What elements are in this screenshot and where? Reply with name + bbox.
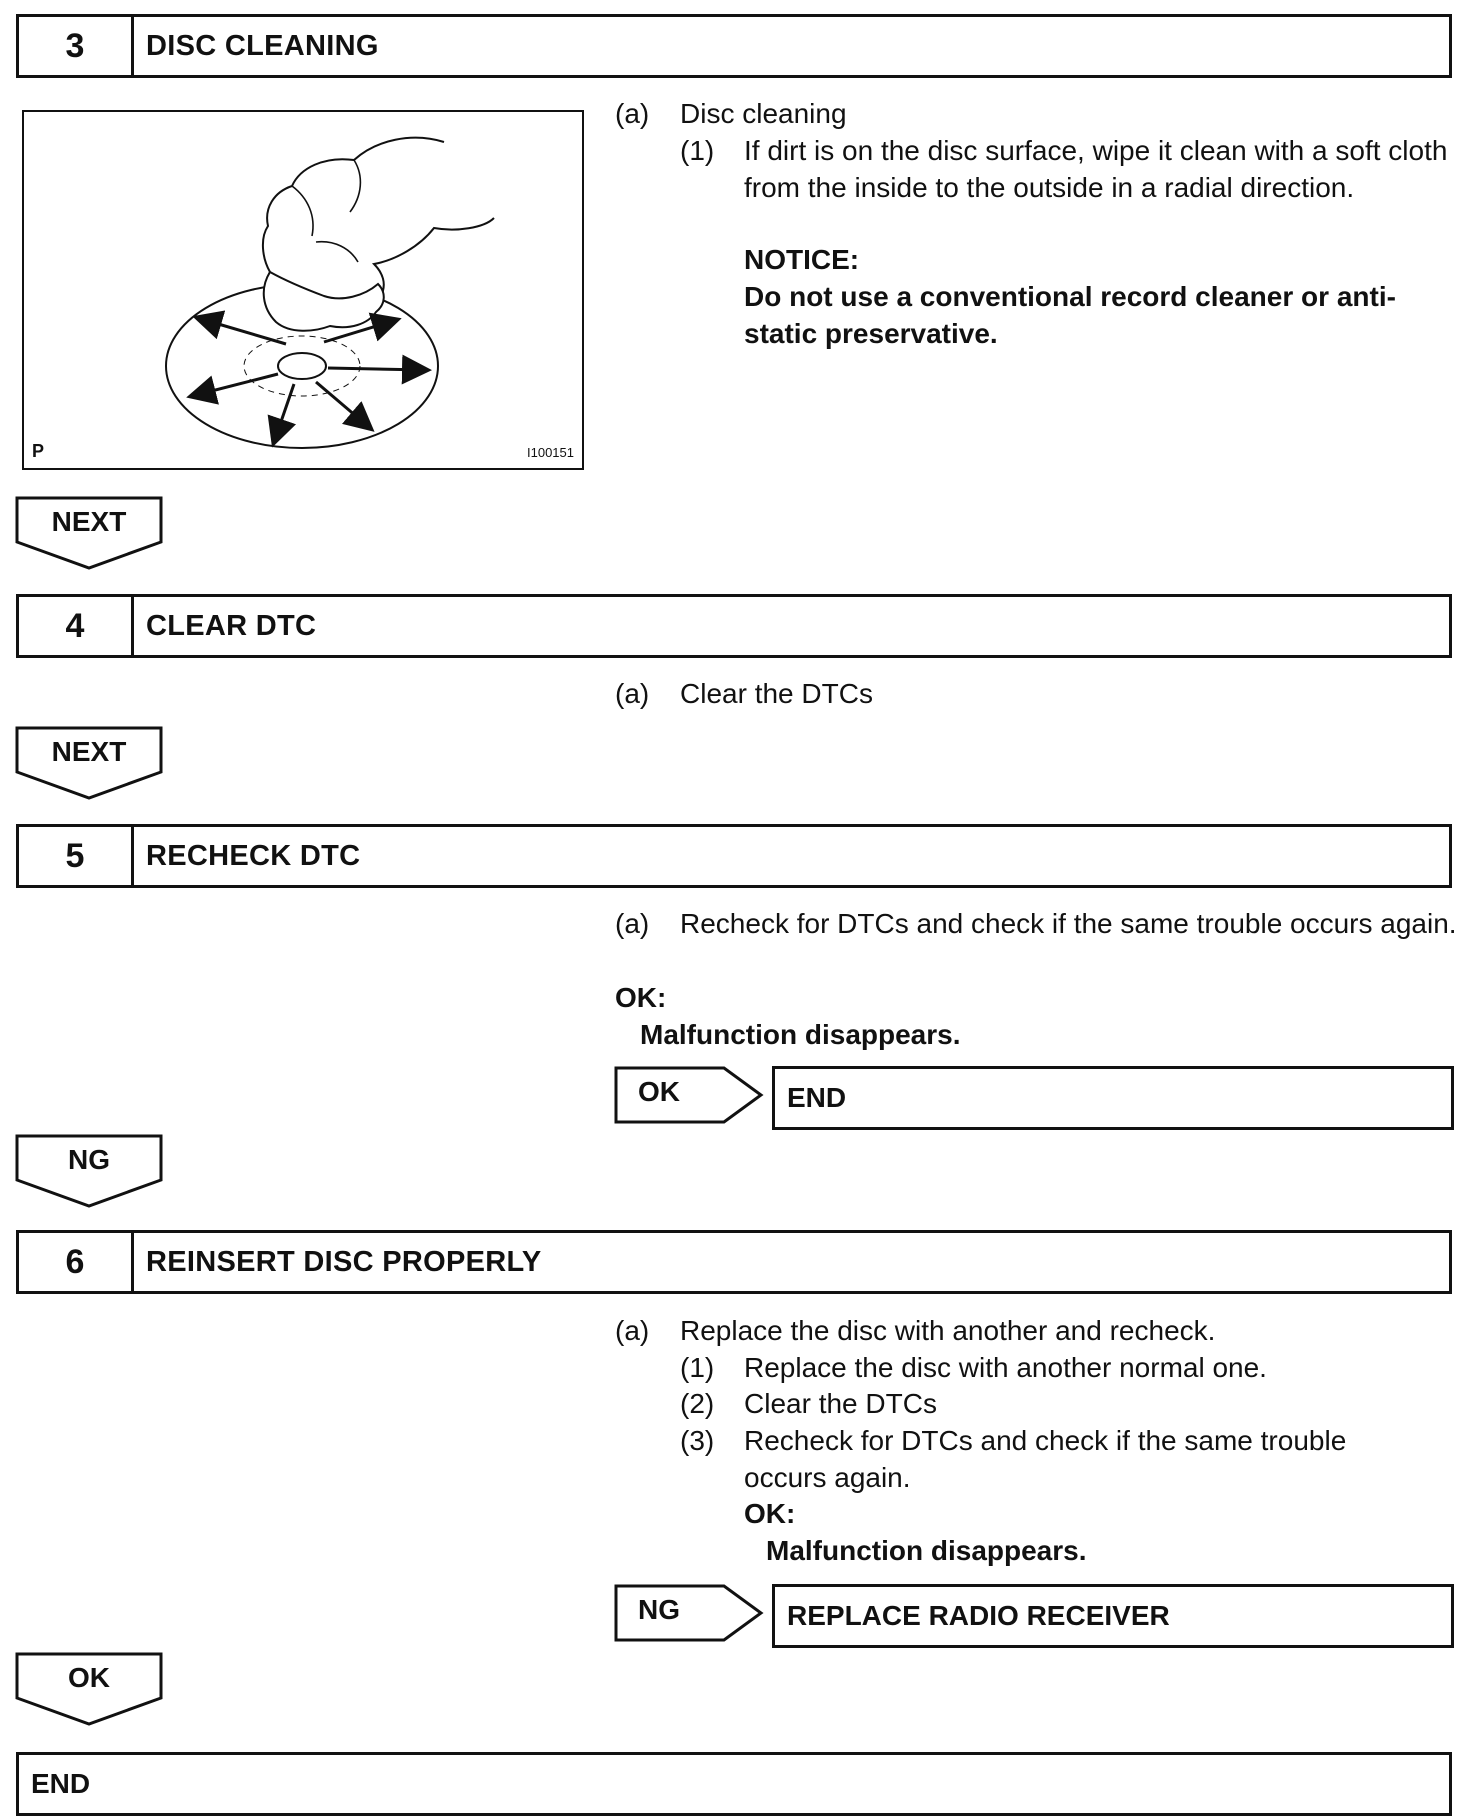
- step3-sub1-label: (1): [680, 135, 715, 166]
- notice-label: NOTICE:: [744, 244, 860, 275]
- step6-sub2-label: (2): [680, 1388, 715, 1419]
- end-result-box: END: [772, 1066, 1454, 1130]
- step6-sub3-text: Recheck for DTCs and check if the same trouble occurs again.: [744, 1425, 1347, 1493]
- ok-criteria-text: Malfunction disappears.: [640, 1019, 961, 1050]
- right-arrow-tag-icon: [614, 1584, 764, 1642]
- step6-sub2-text: Clear the DTCs: [744, 1388, 937, 1419]
- step-title: REINSERT DISC PROPERLY: [146, 1245, 542, 1278]
- step5-item-a-label: (a): [615, 908, 650, 939]
- next-label: NEXT: [51, 506, 127, 537]
- step-6-header: [16, 1230, 1452, 1294]
- step-number: 5: [19, 827, 134, 885]
- next-badge-2: [15, 726, 163, 802]
- step4-item-a-label: (a): [615, 678, 650, 709]
- disc-cleaning-illustration: [22, 110, 584, 470]
- step6-sub1-label: (1): [680, 1352, 715, 1383]
- figure-id: I100151: [527, 445, 574, 460]
- step-title: DISC CLEANING: [146, 29, 379, 62]
- next-badge-1: [15, 496, 163, 572]
- step-number: 6: [19, 1233, 134, 1291]
- ok-label: OK: [68, 1662, 110, 1693]
- ok-criteria-label: OK:: [744, 1498, 796, 1529]
- ok-badge: [15, 1652, 163, 1728]
- right-arrow-tag-icon: [614, 1066, 764, 1124]
- step-title: RECHECK DTC: [146, 839, 361, 872]
- replace-radio-receiver-box: REPLACE RADIO RECEIVER: [772, 1584, 1454, 1648]
- step-number: 4: [19, 597, 134, 655]
- step-4-header: [16, 594, 1452, 658]
- step-title: CLEAR DTC: [146, 609, 317, 642]
- step6-item-a-label: (a): [615, 1315, 650, 1346]
- ng-label: NG: [68, 1144, 110, 1175]
- step4-item-a-text: Clear the DTCs: [680, 678, 873, 709]
- figure-corner-label: P: [32, 441, 45, 461]
- ok-criteria-text: Malfunction disappears.: [766, 1535, 1087, 1566]
- step-number: 3: [19, 17, 134, 75]
- step3-item-a-label: (a): [615, 98, 650, 129]
- result-tag-label: NG: [638, 1594, 680, 1625]
- step6-item-a-text: Replace the disc with another and recheck.: [680, 1315, 1216, 1346]
- step-3-header: [16, 14, 1452, 78]
- final-end-box: END: [16, 1752, 1452, 1816]
- ok-result-tag: [614, 1066, 764, 1124]
- ng-badge: [15, 1134, 163, 1210]
- notice-text: Do not use a conventional record cleaner or anti-static preservative.: [744, 281, 1396, 349]
- disc-wipe-drawing: [24, 112, 582, 468]
- step6-sub1-text: Replace the disc with another normal one.: [744, 1352, 1267, 1383]
- step-5-header: [16, 824, 1452, 888]
- next-label: NEXT: [51, 736, 127, 767]
- step3-sub1-text: If dirt is on the disc surface, wipe it clean with a soft cloth from the inside to the outside in a radial direction.: [744, 135, 1448, 203]
- result-tag-label: OK: [638, 1076, 680, 1107]
- ok-criteria-label: OK:: [615, 982, 667, 1013]
- step3-item-a-text: Disc cleaning: [680, 98, 847, 129]
- step5-item-a-text: Recheck for DTCs and check if the same trouble occurs again.: [680, 908, 1457, 939]
- ng-result-tag: [614, 1584, 764, 1642]
- step6-sub3-label: (3): [680, 1425, 715, 1456]
